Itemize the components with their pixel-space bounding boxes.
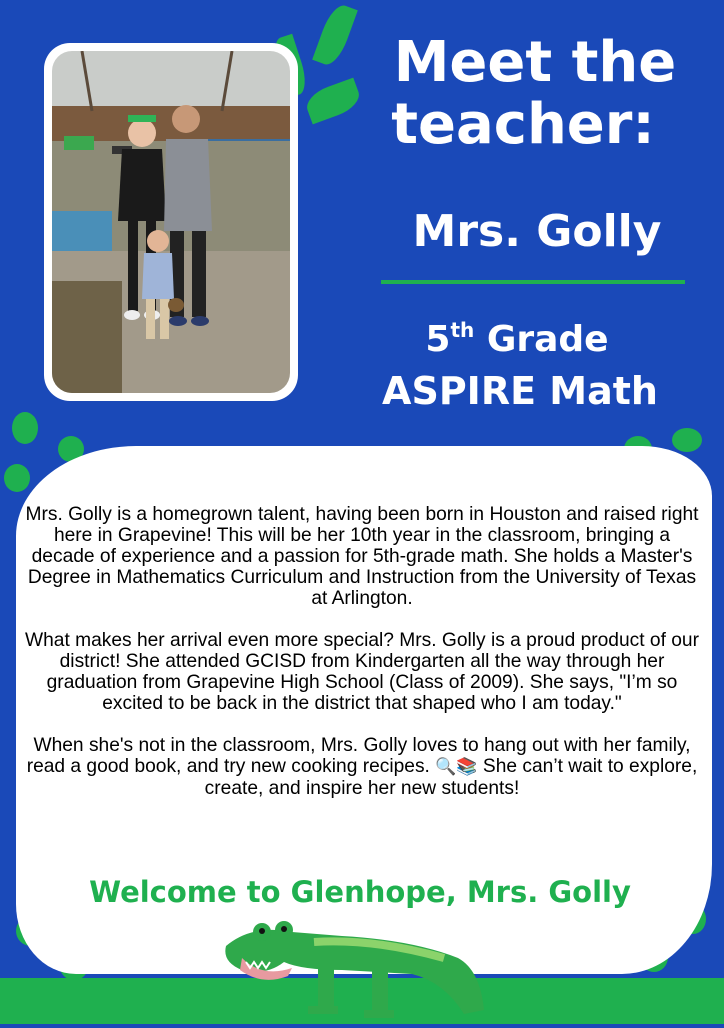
leaf-decoration bbox=[672, 428, 702, 452]
grade-label: Grade bbox=[486, 319, 609, 360]
magnifier-books-emoji: 🔍📚 bbox=[435, 757, 478, 777]
bio-paragraph-2: What makes her arrival even more special? Mrs. Golly is a proud product of our district! She attended GCISD from Kindergarten all the way through her graduation from Grapevine High School (Class of 2009). She says, "I’m so excited to be back in the district that shaped who I am today." bbox=[25, 630, 699, 714]
bio-paragraph-3-closing: She can’t wait to explore, create, and inspire her new students! bbox=[204, 756, 698, 799]
bio-paragraph-1: Mrs. Golly is a homegrown talent, having been born in Houston and raised right here in Grapevine! This will be her 10th year in the classroom, bringing a decade of experience and a passion for 5th-grade math. She holds a Master's Degree in Mathematics Curriculum and Instruction from the University of Texas at Arlington. bbox=[25, 504, 699, 609]
teacher-photo-frame bbox=[44, 43, 298, 401]
bio-paragraph-3-text: When she's not in the classroom, Mrs. Golly loves to hang out with her family, read a good book, and try new cooking recipes. bbox=[26, 735, 691, 777]
welcome-message: Welcome to Glenhope, Mrs. Golly bbox=[89, 875, 631, 909]
leaf-decoration bbox=[312, 1, 358, 68]
title-line-2: teacher: bbox=[391, 92, 655, 157]
grade-heading bbox=[352, 308, 682, 362]
program-name: ASPIRE Math bbox=[382, 369, 658, 413]
leaf-decoration bbox=[302, 78, 363, 125]
leaf-decoration bbox=[4, 464, 30, 492]
grade-number: 5 bbox=[425, 319, 451, 360]
title-line-1: Meet the bbox=[393, 30, 677, 95]
leaf-decoration bbox=[12, 412, 38, 444]
teacher-name: Mrs. Golly bbox=[412, 206, 662, 257]
bio-text bbox=[20, 504, 704, 820]
alligator-icon bbox=[222, 918, 484, 1024]
teacher-family-photo bbox=[52, 51, 290, 393]
header-divider bbox=[381, 280, 685, 284]
grade-suffix: th bbox=[450, 318, 475, 342]
bio-paragraph-3 bbox=[20, 735, 704, 799]
